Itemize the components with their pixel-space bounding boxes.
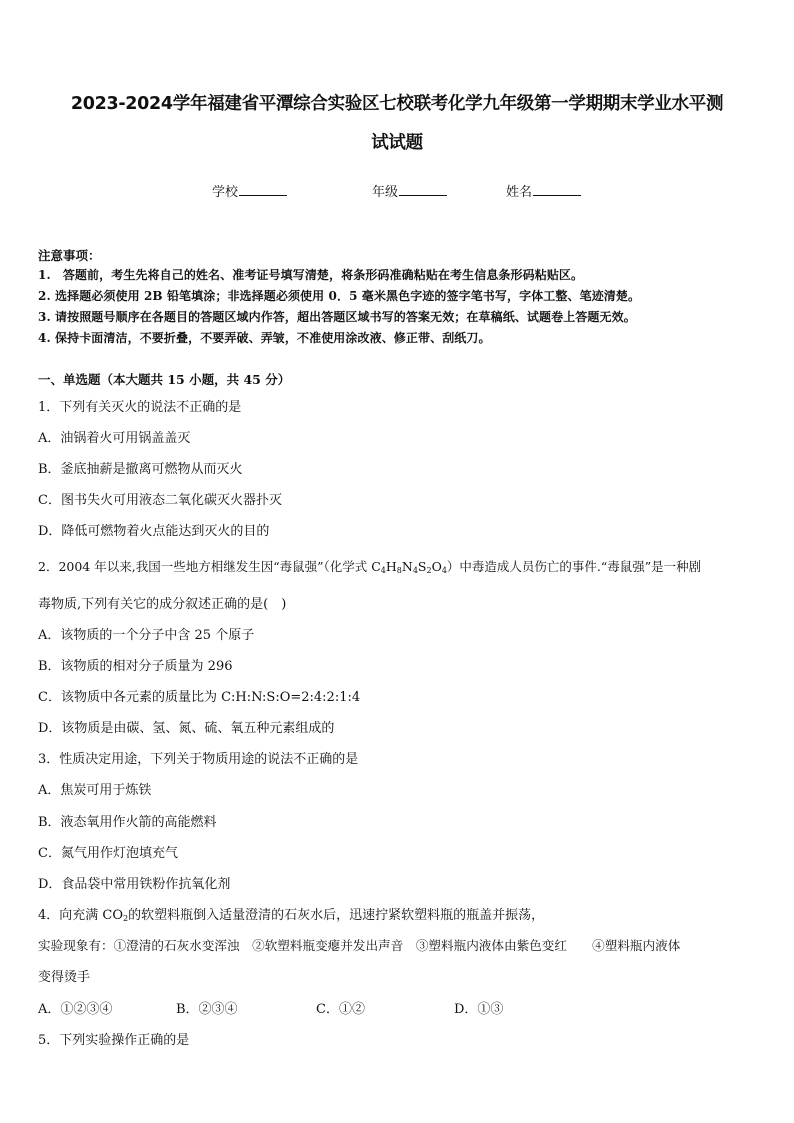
question-4-phenomena-line2: 变得烫手 (38, 970, 91, 985)
question-1-option-a: A．油锅着火可用锅盖盖灭 (38, 431, 191, 446)
school-blank (239, 183, 287, 196)
formula-sub: 2 (123, 914, 129, 923)
question-5-stem: 5．下列实验操作正确的是 (38, 1033, 190, 1048)
question-4-option-b: B．②③④ (176, 1002, 238, 1017)
question-2-option-b: B．该物质的相对分子质量为 296 (38, 659, 233, 674)
question-1-stem: 1．下列有关灭火的说法不正确的是 (38, 400, 242, 415)
formula-sub: 8 (396, 566, 402, 575)
exam-title-line2: 试试题 (371, 133, 423, 153)
formula-element: O (431, 559, 442, 574)
question-1-option-b: B．釜底抽薪是撤离可燃物从而灭火 (38, 462, 243, 477)
formula-element: S (417, 559, 427, 574)
grade-field (372, 181, 447, 200)
section-heading: 一、单选题（本大题共 15 小题，共 45 分） (38, 372, 291, 387)
formula-element: N (401, 559, 413, 574)
question-3-option-b: B．液态氧用作火箭的高能燃料 (38, 815, 217, 830)
formula-sub: 4 (441, 566, 447, 575)
question-2-stem-suffix: ）中毒造成人员伤亡的事件.“毒鼠强”是一种剧 (446, 559, 702, 574)
question-1-option-c: C．图书失火可用液态二氧化碳灭火器扑灭 (38, 493, 282, 508)
formula-sub: 4 (412, 566, 418, 575)
question-2-option-c: C．该物质中各元素的质量比为 C:H:N:S:O=2:4:2:1:4 (38, 690, 361, 705)
question-4-stem-suffix: 的软塑料瓶倒入适量澄清的石灰水后，迅速拧紧软塑料瓶的瓶盖并振荡， (128, 908, 545, 923)
question-2-stem (38, 557, 701, 575)
grade-label: 年级 (372, 185, 399, 200)
school-field (212, 181, 287, 200)
formula-sub: 4 (380, 566, 386, 575)
question-3-stem: 3．性质决定用途，下列关于物质用途的说法不正确的是 (38, 752, 359, 767)
question-2-stem-line2: 毒物质,下列有关它的成分叙述正确的是( ) (38, 597, 287, 612)
question-4-option-c: C．①② (316, 1002, 365, 1017)
question-4-option-d: D．①③ (454, 1002, 504, 1017)
notice-item: 1. 答题前，考生先将自己的姓名、准考证号填写清楚，将条形码准确粘贴在考生信息条形码粘贴区。 (38, 268, 584, 282)
exam-title-line1: 2023-2024学年福建省平潭综合实验区七校联考化学九年级第一学期期末学业水平测 (70, 94, 724, 114)
question-3-option-a: A．焦炭可用于炼铁 (38, 783, 152, 798)
question-4-option-a: A．①②③④ (38, 1002, 113, 1017)
question-2-option-d: D．该物质是由碳、氢、氮、硫、氧五种元素组成的 (38, 721, 335, 736)
notice-item: 2. 选择题必须使用 2B 铅笔填涂；非选择题必须使用 0．5 毫米黑色字迹的签字笔书写，字体工整、笔迹清楚。 (38, 289, 641, 303)
question-3-option-d: D．食品袋中常用铁粉作抗氧化剂 (38, 877, 231, 892)
question-4-stem (38, 904, 544, 923)
question-1-option-d: D．降低可燃物着火点能达到灭火的目的 (38, 524, 270, 539)
name-blank (533, 183, 581, 196)
notice-item: 4. 保持卡面清洁，不要折叠，不要弄破、弄皱，不准使用涂改液、修正带、刮纸刀。 (38, 331, 491, 345)
grade-blank (399, 183, 447, 196)
name-field (506, 181, 581, 200)
question-4-stem-prefix: 4．向充满 CO (38, 908, 124, 923)
question-4-phenomena-line1: 实验现象有：①澄清的石灰水变浑浊 ②软塑料瓶变瘪并发出声音 ③塑料瓶内液体由紫色变红 ④塑料瓶内液体 (38, 938, 681, 953)
question-3-option-c: C．氮气用作灯泡填充气 (38, 846, 178, 861)
name-label: 姓名 (506, 185, 533, 200)
notice-item: 3. 请按照题号顺序在各题目的答题区域内作答，超出答题区域书写的答案无效；在草稿纸、试题卷上答题无效。 (38, 310, 636, 324)
question-2-option-a: A．该物质的一个分子中含 25 个原子 (38, 628, 255, 643)
question-4-options (38, 998, 531, 1017)
formula-sub: 2 (426, 566, 432, 575)
school-label: 学校 (212, 185, 239, 200)
question-2-stem-prefix: 2．2004 年以来,我国一些地方相继发生因“毒鼠强”（化学式 C (38, 559, 381, 574)
notice-heading: 注意事项： (38, 248, 101, 263)
formula-element: H (385, 559, 397, 574)
